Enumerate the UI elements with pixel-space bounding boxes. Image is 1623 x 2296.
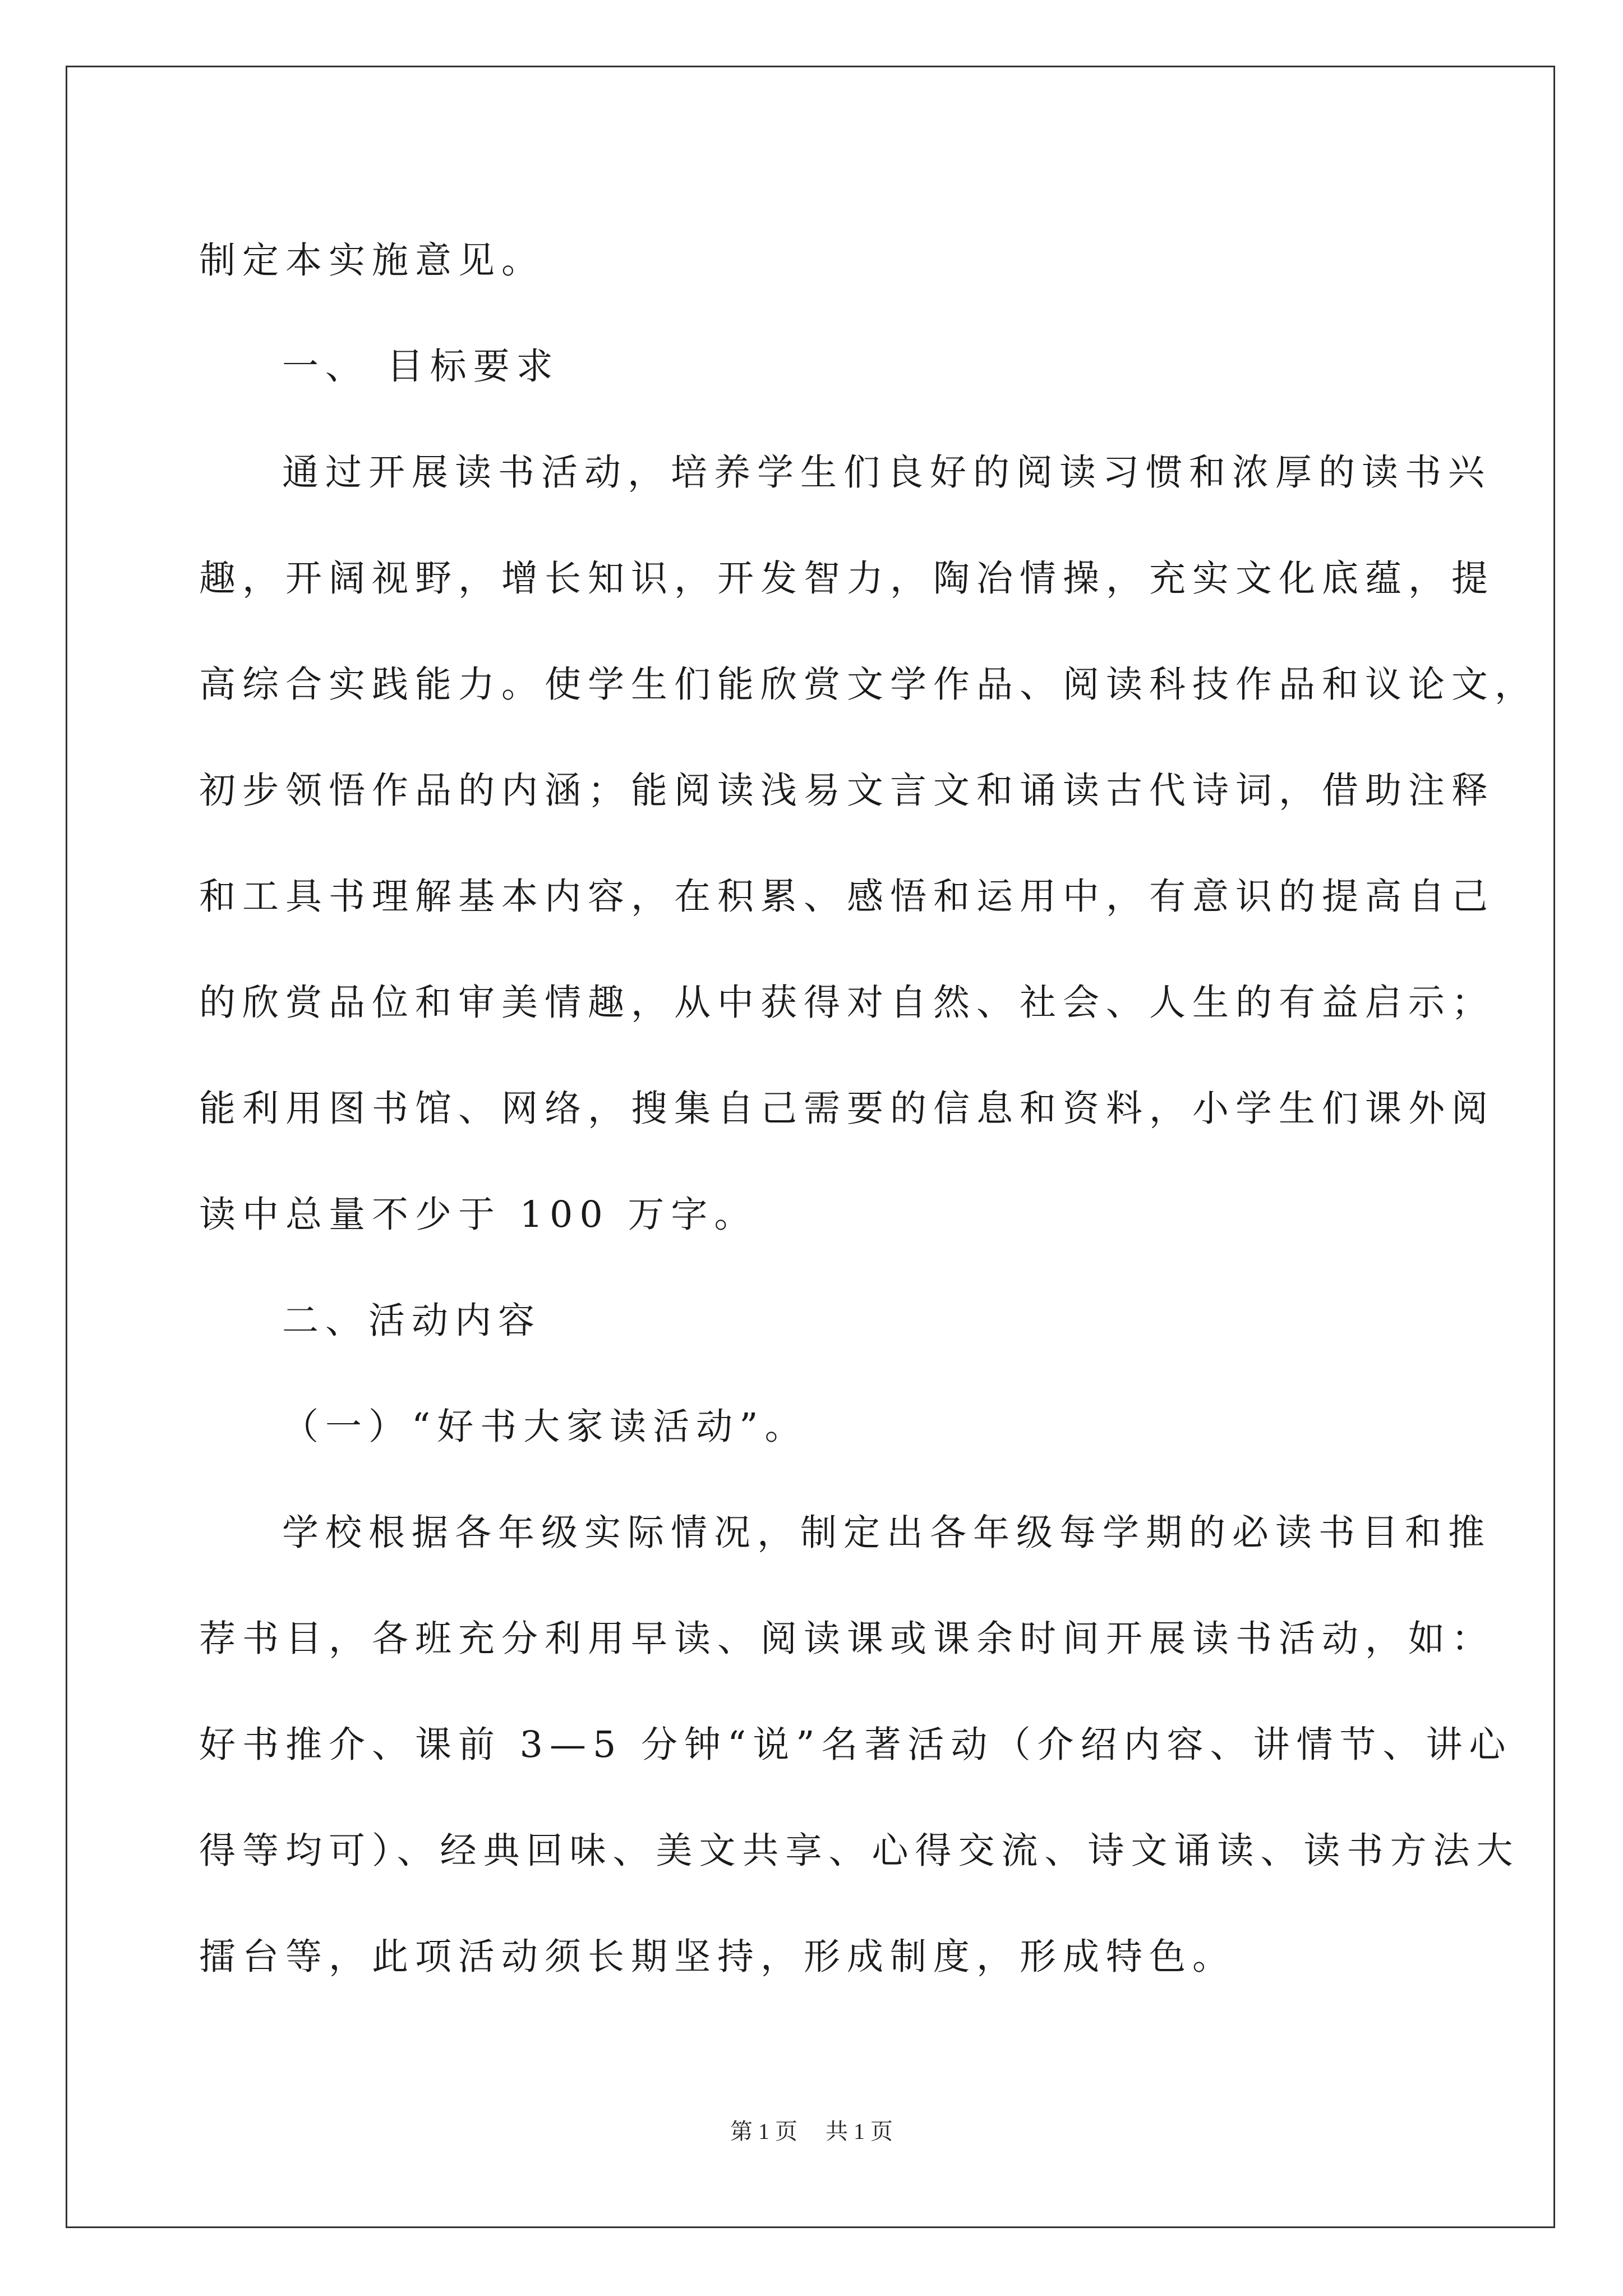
text-line: 通过开展读书活动，培养学生们良好的阅读习惯和浓厚的读书兴 — [282, 452, 1492, 494]
text-line: 得等均可）、经典回味、美文共享、心得交流、诗文诵读、读书方法大 — [199, 1830, 1520, 1872]
subsection-heading: （一）“好书大家读活动”。 — [282, 1406, 808, 1448]
section-heading: 二、活动内容 — [282, 1300, 542, 1342]
text-line: 能利用图书馆、网络，搜集自己需要的信息和资料，小学生们课外阅 — [199, 1088, 1495, 1130]
text-line: 初步领悟作品的内涵；能阅读浅易文言文和诵读古代诗词，借助注释 — [199, 770, 1495, 812]
text-line: 读中总量不少于 100 万字。 — [199, 1194, 758, 1236]
text-line: 好书推介、课前 3—5 分钟“说”名著活动（介绍内容、讲情节、讲心 — [199, 1724, 1513, 1766]
text-line: 和工具书理解基本内容，在积累、感悟和运用中，有意识的提高自己 — [199, 876, 1495, 918]
page-number-current: 第 1 页 — [730, 2119, 797, 2144]
text-line: 高综合实践能力。使学生们能欣赏文学作品、阅读科技作品和议论文， — [199, 664, 1538, 706]
text-line: 荐书目，各班充分利用早读、阅读课或课余时间开展读书活动，如： — [199, 1618, 1495, 1660]
text-line: 擂台等，此项活动须长期坚持，形成制度，形成特色。 — [199, 1936, 1236, 1978]
page-number-total: 共 1 页 — [826, 2119, 893, 2144]
text-line: 的欣赏品位和审美情趣，从中获得对自然、社会、人生的有益启示； — [199, 982, 1495, 1024]
text-line: 学校根据各年级实际情况，制定出各年级每学期的必读书目和推 — [282, 1512, 1492, 1554]
page-footer — [0, 2118, 1623, 2146]
section-heading: 一、 目标要求 — [282, 346, 560, 388]
text-line: 趣，开阔视野，增长知识，开发智力，陶冶情操，充实文化底蕴，提 — [199, 558, 1495, 600]
text-line: 制定本实施意见。 — [199, 240, 545, 282]
document-body — [199, 208, 1538, 2010]
